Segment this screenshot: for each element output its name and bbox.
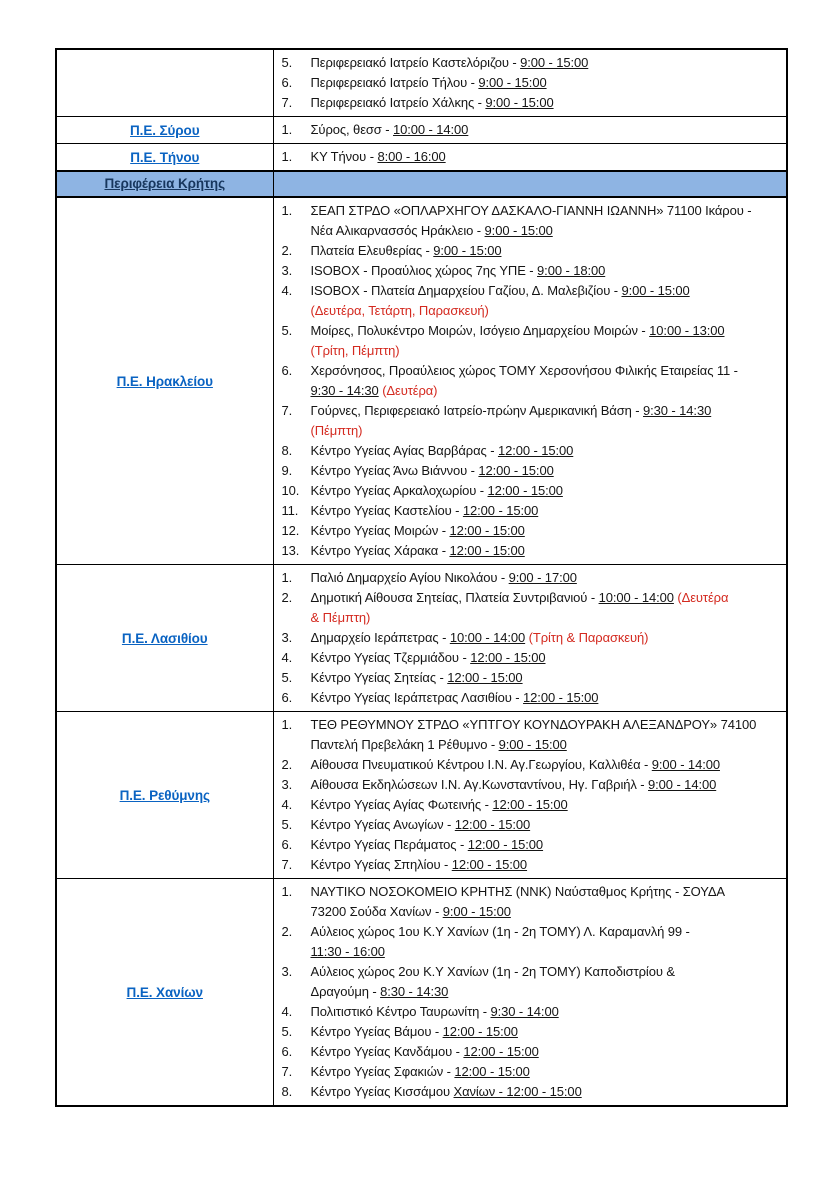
venue-text: Σύρος, θεσσ - (310, 122, 393, 137)
day-note: (Τρίτη, Πέμπτη) (310, 343, 400, 358)
day-note: (Δευτέρα, Τετάρτη, Παρασκευή) (310, 303, 489, 318)
venue-text: ISOBOX - Προαύλιος χώρος 7ης ΥΠΕ - (310, 263, 538, 278)
section-list-cell-pe-tinou (273, 144, 787, 172)
list-item (282, 53, 783, 73)
venue-text: Δημοτική Αίθουσα Σητείας, Πλατεία Συντριβανιού - (310, 590, 599, 605)
venue-text: Δημαρχείο Ιεράπετρας - (310, 630, 450, 645)
venue-text: Χερσόνησος, Προαύλειος χώρος ΤΟΜΥ Χερσονήσου Φιλικής Εταιρείας 11 - (310, 363, 738, 378)
section-list-cell-pe-chanion (273, 879, 787, 1107)
section-header-cell-pe-irakleiou (56, 197, 273, 565)
time-range: 8:00 - 16:00 (377, 149, 446, 164)
list-item (282, 815, 783, 835)
venue-text: Κέντρο Υγείας Σητείας - (310, 670, 448, 685)
time-range: Χανίων - 12:00 - 15:00 (453, 1084, 582, 1099)
list-item (282, 962, 783, 1002)
item-number: 1. (281, 717, 293, 732)
time-range: 9:00 - 14:00 (651, 757, 720, 772)
time-range: 9:00 - 17:00 (508, 570, 577, 585)
venue-text: Παλιό Δημαρχείο Αγίου Νικολάου - (310, 570, 509, 585)
item-number: 7. (281, 1064, 293, 1079)
item-line (311, 628, 783, 648)
item-line (311, 1082, 783, 1102)
item-line (311, 241, 783, 261)
item-line (311, 481, 783, 501)
item-number: 1. (281, 884, 293, 899)
region-link-pe-rethymnis[interactable]: Π.Ε. Ρεθύμνης (119, 787, 210, 803)
item-number: 5. (281, 55, 293, 70)
venue-text: ΝΑΥΤΙΚΟ ΝΟΣΟΚΟΜΕΙΟ ΚΡΗΤΗΣ (ΝΝΚ) Ναύσταθμος Κρήτης - ΣΟΥΔΑ (310, 884, 726, 899)
item-line (311, 201, 783, 221)
time-range: 9:30 - 14:30 (310, 383, 379, 398)
item-number: 7. (281, 857, 293, 872)
item-number: 6. (281, 75, 293, 90)
item-line (311, 688, 783, 708)
list-item (282, 441, 783, 461)
venue-text: Γούρνες, Περιφερειακό Ιατρείο-πρώην Αμερικανική Βάση - (310, 403, 644, 418)
venue-text: Κέντρο Υγείας Βάμου - (310, 1024, 443, 1039)
section-header-cell-pe-syrou (56, 117, 273, 144)
time-range: 9:00 - 15:00 (520, 55, 589, 70)
item-line (311, 147, 783, 167)
time-range: 10:00 - 14:00 (393, 122, 469, 137)
venue-text: Παντελή Πρεβελάκη 1 Ρέθυμνο - (310, 737, 499, 752)
time-range: 9:00 - 15:00 (621, 283, 690, 298)
section-row-continued (56, 49, 787, 117)
item-line (311, 815, 783, 835)
venue-text: Κέντρο Υγείας Καστελίου - (310, 503, 463, 518)
time-range: 9:30 - 14:30 (643, 403, 712, 418)
list-item (282, 261, 783, 281)
time-range: 12:00 - 15:00 (492, 797, 568, 812)
item-line (311, 281, 783, 301)
item-line (311, 922, 783, 942)
list-item (282, 795, 783, 815)
list-item (282, 93, 783, 113)
venue-text: Κέντρο Υγείας Αρκαλοχωρίου - (310, 483, 488, 498)
item-number: 1. (281, 149, 293, 164)
day-note: (Δευτέρα) (382, 383, 438, 398)
time-range: 12:00 - 15:00 (467, 837, 544, 852)
region-link-pe-tinou[interactable]: Π.Ε. Τήνου (130, 149, 200, 165)
list-item (282, 922, 783, 962)
item-number: 9. (281, 463, 293, 478)
venue-text: Πλατεία Ελευθερίας - (310, 243, 434, 258)
venue-text: Δραγούμη - (310, 984, 381, 999)
venue-text: Κέντρο Υγείας Σφακιών - (310, 1064, 455, 1079)
time-range: 12:00 - 15:00 (451, 857, 528, 872)
list-item (282, 147, 783, 167)
section-row-pe-tinou (56, 144, 787, 172)
venue-text: Αύλειος χώρος 1ου Κ.Υ Χανίων (1η - 2η ΤΟΜΥ) Λ. Καραμανλή 99 - (310, 924, 690, 939)
list-item (282, 73, 783, 93)
section-header-cell-pe-chanion (56, 879, 273, 1107)
list-item (282, 1062, 783, 1082)
list-item (282, 628, 783, 648)
item-line (311, 755, 783, 775)
time-range: 10:00 - 14:00 (598, 590, 674, 605)
item-line (311, 261, 783, 281)
section-header-cell-continued (56, 49, 273, 117)
item-line (311, 521, 783, 541)
item-number: 1. (281, 203, 293, 218)
list-item (282, 281, 783, 321)
item-number: 6. (281, 837, 293, 852)
item-line (311, 795, 783, 815)
list-item (282, 120, 783, 140)
section-list-cell-pe-irakleiou (273, 197, 787, 565)
item-number: 1. (281, 122, 293, 137)
venue-text: Κέντρο Υγείας Τζερμιάδου - (310, 650, 471, 665)
item-number: 6. (281, 363, 293, 378)
item-number: 5. (281, 1024, 293, 1039)
item-number: 6. (281, 1044, 293, 1059)
time-range: 12:00 - 15:00 (462, 503, 539, 518)
time-range: 12:00 - 15:00 (478, 463, 554, 478)
region-link-pe-chanion[interactable]: Π.Ε. Χανίων (126, 984, 203, 1000)
time-range: 12:00 - 15:00 (447, 670, 523, 685)
item-number: 7. (281, 95, 293, 110)
venue-text: Περιφερειακό Ιατρείο Χάλκης - (310, 95, 486, 110)
item-number: 5. (281, 817, 293, 832)
item-line (311, 715, 783, 735)
venue-text: Κέντρο Υγείας Περάματος - (310, 837, 468, 852)
venue-text: Κέντρο Υγείας Κανδάμου - (310, 1044, 464, 1059)
day-note: (Δευτέρα (677, 590, 729, 605)
list-item (282, 361, 783, 401)
time-range: 12:00 - 15:00 (470, 650, 546, 665)
item-number: 13. (281, 543, 300, 558)
venue-text: Πολιτιστικό Κέντρο Ταυρωνίτη - (310, 1004, 491, 1019)
item-line (311, 902, 783, 922)
day-note: (Τρίτη & Παρασκευή) (528, 630, 649, 645)
venue-text: ΣΕΑΠ ΣΤΡΔΟ «ΟΠΛΑΡΧΗΓΟΥ ΔΑΣΚΑΛΟ-ΓΙΑΝΝΗ ΙΩΑΝΝΗ» 71100 Ικάρου - (310, 203, 752, 218)
item-line (311, 301, 783, 321)
time-range: 12:00 - 15:00 (442, 1024, 518, 1039)
list-item (282, 588, 783, 628)
item-line (311, 608, 783, 628)
time-range: 9:00 - 15:00 (433, 243, 502, 258)
item-number: 3. (281, 263, 293, 278)
venue-text: Περιφερειακό Ιατρείο Τήλου - (310, 75, 479, 90)
day-note: (Πέμπτη) (310, 423, 363, 438)
section-row-perifereia-kritis (56, 171, 787, 197)
item-line (311, 1042, 783, 1062)
item-number: 11. (281, 503, 299, 518)
item-line (311, 942, 783, 962)
item-line (311, 882, 783, 902)
time-range: 10:00 - 14:00 (449, 630, 526, 645)
item-line (311, 321, 783, 341)
item-number: 8. (281, 443, 293, 458)
time-range: 12:00 - 15:00 (449, 523, 525, 538)
item-number: 12. (281, 523, 300, 538)
item-line (311, 501, 783, 521)
time-range: 12:00 - 15:00 (497, 443, 574, 458)
venue-text: ΚΥ Τήνου - (310, 149, 378, 164)
schedule-table-body (56, 49, 787, 1106)
list-item (282, 401, 783, 441)
list-item (282, 715, 783, 755)
list-item (282, 1022, 783, 1042)
item-line (311, 221, 783, 241)
venue-text: Κέντρο Υγείας Κισσάμου (310, 1084, 454, 1099)
time-range: 12:00 - 15:00 (463, 1044, 539, 1059)
item-line (311, 1022, 783, 1042)
section-header-cell-pe-rethymnis (56, 712, 273, 879)
section-list-cell-pe-rethymnis (273, 712, 787, 879)
time-range: 12:00 - 15:00 (454, 817, 531, 832)
item-number: 3. (281, 777, 293, 792)
item-number: 7. (281, 403, 293, 418)
item-line (311, 1062, 783, 1082)
section-header-cell-pe-lasithiou (56, 565, 273, 712)
list-item (282, 521, 783, 541)
list-item (282, 882, 783, 922)
item-line (311, 361, 783, 381)
venue-text: Μοίρες, Πολυκέντρο Μοιρών, Ισόγειο Δημαρχείου Μοιρών - (310, 323, 650, 338)
time-range: 12:00 - 15:00 (454, 1064, 530, 1079)
section-row-pe-rethymnis (56, 712, 787, 879)
item-line (311, 735, 783, 755)
time-range: 9:00 - 15:00 (484, 223, 553, 238)
time-range: 10:00 - 13:00 (649, 323, 725, 338)
section-row-pe-syrou (56, 117, 787, 144)
item-line (311, 982, 783, 1002)
section-row-pe-chanion (56, 879, 787, 1107)
list-item (282, 835, 783, 855)
list-item (282, 668, 783, 688)
time-range: 9:00 - 18:00 (537, 263, 606, 278)
item-line (311, 1002, 783, 1022)
item-number: 6. (281, 690, 293, 705)
list-item (282, 775, 783, 795)
list-item (282, 201, 783, 241)
item-line (311, 775, 783, 795)
region-link-pe-syrou[interactable]: Π.Ε. Σύρου (130, 122, 200, 138)
day-note: & Πέμπτη) (310, 610, 371, 625)
item-number: 1. (281, 570, 293, 585)
venue-text: Κέντρο Υγείας Ιεράπετρας Λασιθίου - (310, 690, 524, 705)
item-line (311, 541, 783, 561)
time-range: 12:00 - 15:00 (449, 543, 525, 558)
venue-text: Κέντρο Υγείας Άνω Βιάννου - (310, 463, 479, 478)
region-link-pe-irakleiou[interactable]: Π.Ε. Ηρακλείου (116, 373, 213, 389)
list-item (282, 461, 783, 481)
item-line (311, 648, 783, 668)
item-number: 2. (281, 757, 293, 772)
item-line (311, 381, 783, 401)
item-line (311, 668, 783, 688)
item-line (311, 588, 783, 608)
time-range: 11:30 - 16:00 (310, 944, 385, 959)
region-banner-label: Περιφέρεια Κρήτης (104, 176, 225, 191)
time-range: 12:00 - 15:00 (487, 483, 563, 498)
item-line (311, 441, 783, 461)
item-number: 4. (281, 650, 293, 665)
list-item (282, 501, 783, 521)
section-header-cell-perifereia-kritis (56, 171, 273, 197)
region-link-pe-lasithiou[interactable]: Π.Ε. Λασιθίου (121, 630, 208, 646)
time-range: 9:00 - 15:00 (498, 737, 567, 752)
time-range: 9:00 - 14:00 (648, 777, 717, 792)
list-item (282, 1002, 783, 1022)
item-line (311, 421, 783, 441)
time-range: 9:00 - 15:00 (442, 904, 511, 919)
item-line (311, 461, 783, 481)
venue-text: Κέντρο Υγείας Μοιρών - (310, 523, 450, 538)
item-number: 4. (281, 283, 293, 298)
list-item (282, 568, 783, 588)
item-line (311, 401, 783, 421)
item-line (311, 835, 783, 855)
item-line (311, 962, 783, 982)
item-line (311, 568, 783, 588)
venue-text: Περιφερειακό Ιατρείο Καστελόριζου - (310, 55, 521, 70)
section-row-pe-lasithiou (56, 565, 787, 712)
section-row-pe-irakleiou (56, 197, 787, 565)
venue-text: Αύλειος χώρος 2ου Κ.Υ Χανίων (1η - 2η ΤΟΜΥ) Καποδιστρίου & (310, 964, 675, 979)
venue-text: Αίθουσα Εκδηλώσεων Ι.Ν. Αγ.Κωνσταντίνου, Ηγ. Γαβριήλ - (310, 777, 649, 792)
item-line (311, 341, 783, 361)
item-number: 3. (281, 964, 293, 979)
list-item (282, 241, 783, 261)
venue-text: Κέντρο Υγείας Χάρακα - (310, 543, 450, 558)
item-number: 4. (281, 797, 293, 812)
venue-text: 73200 Σούδα Χανίων - (310, 904, 443, 919)
venue-text: Αίθουσα Πνευματικού Κέντρου Ι.Ν. Αγ.Γεωργίου, Καλλιθέα - (310, 757, 652, 772)
list-item (282, 855, 783, 875)
item-line (311, 120, 783, 140)
venue-text: Κέντρο Υγείας Αγίας Φωτεινής - (310, 797, 493, 812)
time-range: 8:30 - 14:30 (380, 984, 449, 999)
list-item (282, 1082, 783, 1102)
time-range: 9:00 - 15:00 (485, 95, 554, 110)
time-range: 9:30 - 14:00 (490, 1004, 559, 1019)
venue-text: Κέντρο Υγείας Αγίας Βαρβάρας - (310, 443, 498, 458)
list-item (282, 648, 783, 668)
section-list-cell-perifereia-kritis (273, 171, 787, 197)
item-number: 10. (281, 483, 300, 498)
item-number: 2. (281, 243, 293, 258)
item-number: 2. (281, 924, 293, 939)
venue-text: ΤΕΘ ΡΕΘΥΜΝΟΥ ΣΤΡΔΟ «ΥΠΤΓΟΥ ΚΟΥΝΔΟΥΡΑΚΗ ΑΛΕΞΑΝΔΡΟΥ» 74100 (310, 717, 757, 732)
item-number: 5. (281, 670, 293, 685)
item-line (311, 855, 783, 875)
section-list-cell-pe-lasithiou (273, 565, 787, 712)
section-header-cell-pe-tinou (56, 144, 273, 172)
time-range: 9:00 - 15:00 (478, 75, 547, 90)
item-line (311, 93, 783, 113)
venue-text: Νέα Αλικαρνασσός Ηράκλειο - (310, 223, 485, 238)
item-line (311, 73, 783, 93)
venue-text: Κέντρο Υγείας Ανωγίων - (310, 817, 455, 832)
item-number: 2. (281, 590, 293, 605)
item-number: 5. (281, 323, 293, 338)
list-item (282, 321, 783, 361)
list-item (282, 1042, 783, 1062)
item-number: 3. (281, 630, 293, 645)
item-number: 8. (281, 1084, 293, 1099)
venue-text: Κέντρο Υγείας Σπηλίου - (310, 857, 452, 872)
list-item (282, 541, 783, 561)
clinic-schedule-table (55, 48, 788, 1107)
item-line (311, 53, 783, 73)
list-item (282, 688, 783, 708)
section-list-cell-continued (273, 49, 787, 117)
venue-text: ISOBOX - Πλατεία Δημαρχείου Γαζίου, Δ. Μαλεβιζίου - (310, 283, 622, 298)
list-item (282, 755, 783, 775)
list-item (282, 481, 783, 501)
section-list-cell-pe-syrou (273, 117, 787, 144)
time-range: 12:00 - 15:00 (523, 690, 599, 705)
item-number: 4. (281, 1004, 293, 1019)
